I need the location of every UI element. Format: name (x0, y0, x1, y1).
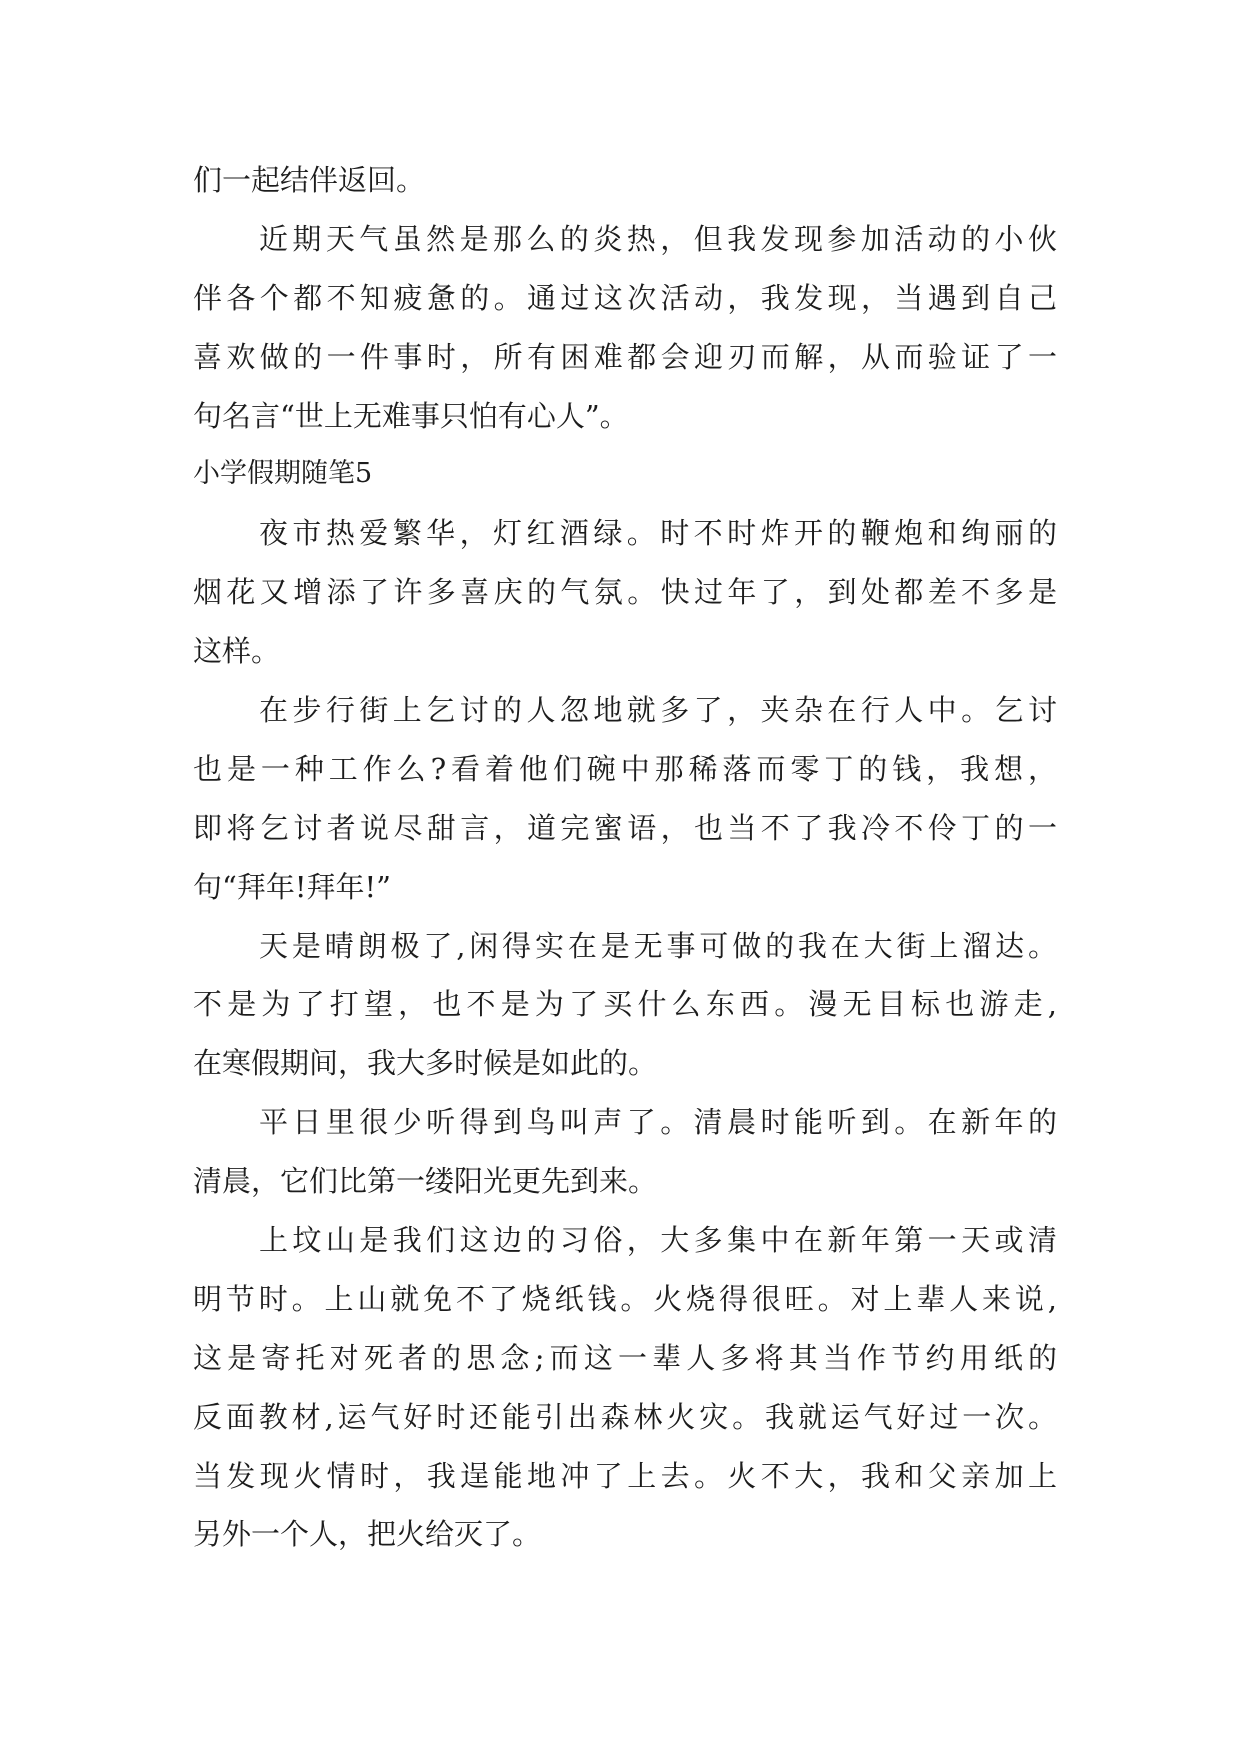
text-line: 喜欢做的一件事时，所有困难都会迎刃而解，从而验证了一 (193, 339, 1057, 374)
paragraph (193, 917, 1057, 1094)
text-line: 不是为了打望，也不是为了买什么东西。漫无目标也游走, (193, 987, 1057, 1022)
text-line: 当发现火情时，我逞能地冲了上去。火不大，我和父亲加上 (193, 1458, 1057, 1493)
paragraph (193, 210, 1057, 446)
text-line: 明节时。上山就免不了烧纸钱。火烧得很旺。对上辈人来说, (193, 1281, 1057, 1316)
paragraph (193, 151, 1057, 210)
text-line: 烟花又增添了许多喜庆的气氛。快过年了，到处都差不多是 (193, 575, 1057, 610)
section-heading: 小学假期随笔5 (193, 458, 373, 490)
text-line: 伴各个都不知疲惫的。通过这次活动，我发现，当遇到自己 (193, 280, 1057, 315)
text-line: 平日里很少听得到鸟叫声了。清晨时能听到。在新年的 (259, 1105, 1057, 1140)
paragraph (193, 504, 1057, 681)
paragraph (193, 681, 1057, 917)
text-line: 这样。 (193, 634, 281, 669)
text-line: 这是寄托对死者的思念;而这一辈人多将其当作节约用纸的 (193, 1340, 1057, 1375)
text-line: 另外一个人，把火给灭了。 (193, 1517, 542, 1552)
text-line: 在寒假期间，我大多时候是如此的。 (193, 1046, 658, 1081)
paragraph (193, 1093, 1057, 1211)
document-body (193, 151, 1057, 1564)
text-line: 也是一种工作么?看着他们碗中那稀落而零丁的钱，我想， (193, 751, 1057, 786)
text-line: 句“拜年!拜年!” (193, 869, 391, 904)
text-line: 天是晴朗极了,闲得实在是无事可做的我在大街上溜达。 (259, 928, 1057, 963)
text-line: 近期天气虽然是那么的炎热，但我发现参加活动的小伙 (259, 221, 1057, 256)
text-line: 上坟山是我们这边的习俗，大多集中在新年第一天或清 (259, 1223, 1057, 1258)
text-line: 们一起结伴返回。 (193, 163, 426, 197)
text-line: 在步行街上乞讨的人忽地就多了，夹杂在行人中。乞讨 (259, 693, 1057, 728)
text-line: 反面教材,运气好时还能引出森林火灾。我就运气好过一次。 (193, 1399, 1057, 1434)
text-line: 清晨，它们比第一缕阳光更先到来。 (193, 1164, 658, 1199)
paragraph (193, 1211, 1057, 1564)
text-line: 夜市热爱繁华，灯红酒绿。时不时炸开的鞭炮和绚丽的 (259, 516, 1057, 551)
text-line: 即将乞讨者说尽甜言，道完蜜语，也当不了我冷不伶丁的一 (193, 810, 1057, 845)
text-line: 句名言“世上无难事只怕有心人”。 (193, 398, 629, 433)
